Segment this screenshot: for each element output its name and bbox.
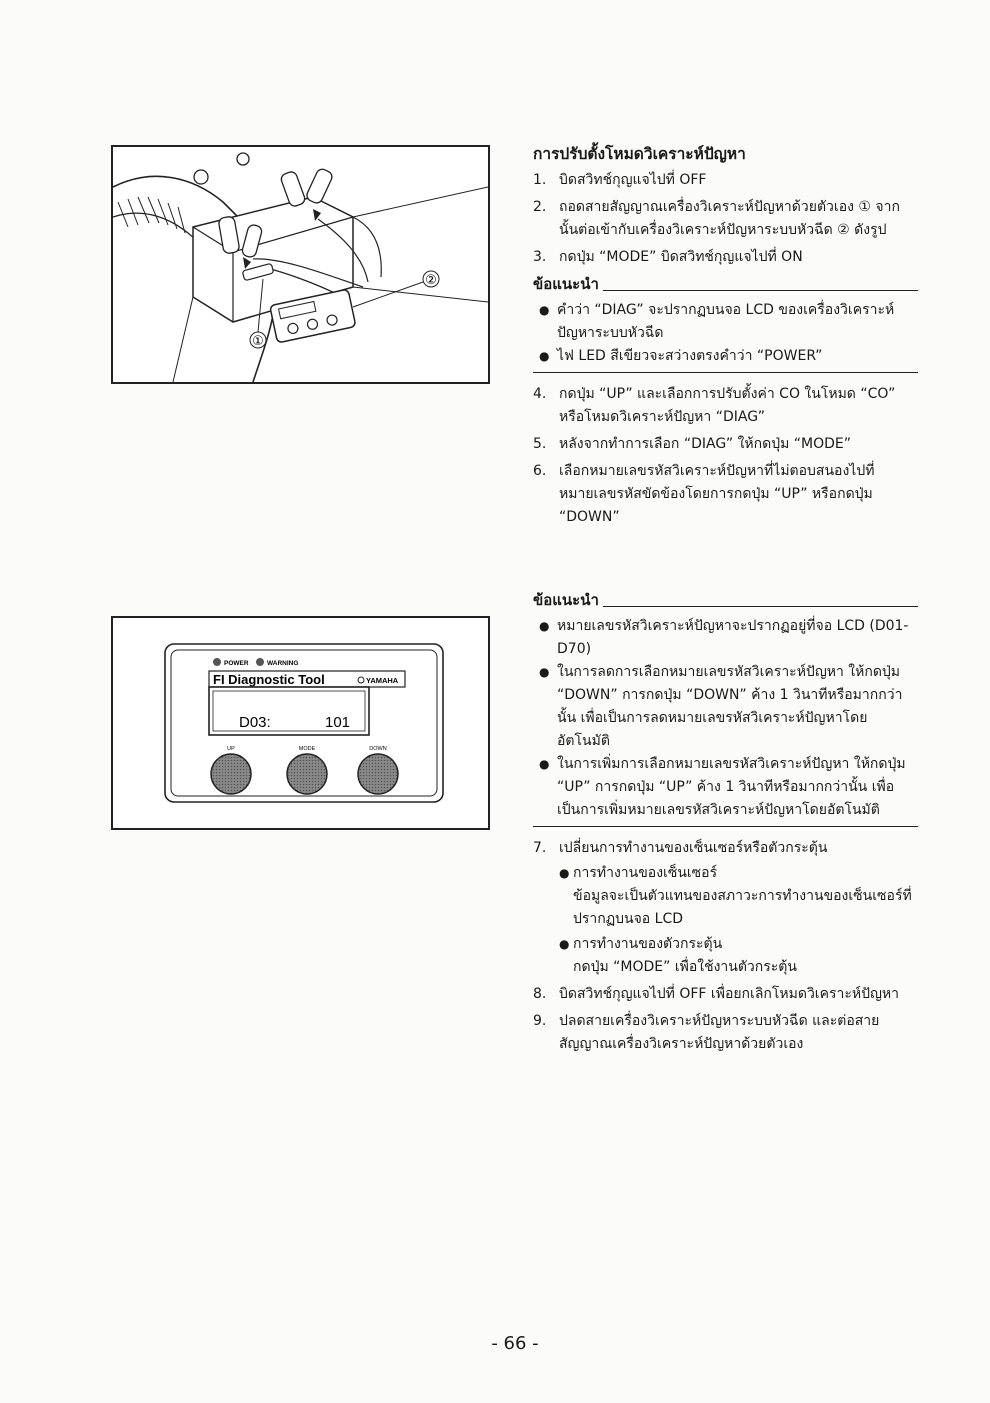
- step-text: เลือกหมายเลขรหัสวิเคราะห์ปัญหาที่ไม่ตอบสนองไปที่หมายเลขรหัสขัดข้องโดยการกดปุ่ม “UP” หรือกดปุ่ม “DOWN”: [559, 463, 875, 525]
- note-heading-text: ข้อแนะนำ: [533, 275, 599, 293]
- note-list-2: [533, 615, 918, 822]
- power-label: POWER: [224, 660, 249, 667]
- note-item: [539, 753, 918, 822]
- sub-item-desc: ข้อมูลจะเป็นตัวแทนของสภาวะการทำงานของเซ็นเซอร์ที่ปรากฏบนจอ LCD: [573, 888, 912, 927]
- note-item: [539, 615, 918, 661]
- sub-item-label: การทำงานของตัวกระตุ้น: [573, 936, 723, 952]
- step-text: บิดสวิทช์กุญแจไปที่ OFF เพื่อยกเลิกโหมดวิเคราะห์ปัญหา: [559, 986, 899, 1002]
- step-text: ปลดสายเครื่องวิเคราะห์ปัญหาระบบหัวฉีด และต่อสายสัญญาณเครื่องวิเคราะห์ปัญหาด้วยตัวเอง: [559, 1013, 880, 1052]
- steps-group-b: [533, 383, 918, 529]
- step-number: 1.: [533, 172, 547, 188]
- up-button[interactable]: [211, 754, 251, 794]
- engine-connection-illustration: [113, 147, 488, 382]
- lcd-value: 101: [325, 714, 351, 731]
- steps-group-c: [533, 983, 918, 1056]
- instruction-column: [533, 143, 918, 1060]
- down-label: DOWN: [369, 746, 387, 752]
- step-8: [533, 983, 918, 1006]
- down-button[interactable]: [358, 754, 398, 794]
- bullet-icon: ●: [559, 937, 570, 951]
- sub-list: [559, 862, 918, 885]
- step-text: ถอดสายสัญญาณเครื่องวิเคราะห์ปัญหาด้วยตัวเอง ① จากนั้นต่อเข้ากับเครื่องวิเคราะห์ปัญหาระบบหัวฉีด ② ดังรูป: [559, 199, 900, 238]
- bullet-icon: ●: [539, 665, 550, 679]
- warning-led-icon: [256, 658, 264, 666]
- step-number: 7.: [533, 840, 547, 856]
- sub-item: [559, 862, 918, 885]
- step-6: [533, 460, 918, 529]
- step-7: [533, 837, 918, 979]
- note-item: [539, 299, 918, 345]
- step-9: [533, 1010, 918, 1056]
- sub-item-desc: กดปุ่ม “MODE” เพื่อใช้งานตัวกระตุ้น: [573, 959, 797, 975]
- step-number: 2.: [533, 199, 547, 215]
- bullet-icon: ●: [539, 619, 550, 633]
- note-divider: [533, 826, 918, 827]
- note-item: [539, 661, 918, 753]
- bullet-icon: ●: [539, 303, 550, 317]
- steps-group-a: [533, 169, 918, 269]
- figure-diagnostic-connection: [111, 145, 490, 384]
- diagnostic-tool-illustration: [113, 618, 488, 828]
- step-number: 3.: [533, 249, 547, 265]
- bullet-icon: ●: [539, 757, 550, 771]
- step-number: 4.: [533, 386, 547, 402]
- note-divider: [533, 372, 918, 373]
- step-text: บิดสวิทช์กุญแจไปที่ OFF: [559, 172, 707, 188]
- note-list-1: [533, 299, 918, 368]
- note-text: หมายเลขรหัสวิเคราะห์ปัญหาจะปรากฏอยู่ที่จอ LCD (D01-D70): [557, 618, 909, 657]
- step-2: [533, 196, 918, 242]
- brand-label: YAMAHA: [366, 676, 399, 685]
- mode-button[interactable]: [287, 754, 327, 794]
- page-number: - 66 -: [491, 1333, 539, 1354]
- note-heading-2: [533, 589, 918, 612]
- warning-label: WARNING: [267, 660, 299, 667]
- step-3: [533, 246, 918, 269]
- tool-title: FI Diagnostic Tool: [213, 672, 325, 687]
- step-text: หลังจากทำการเลือก “DIAG” ให้กดปุ่ม “MODE”: [559, 436, 851, 452]
- step-4: [533, 383, 918, 429]
- sub-item: [559, 933, 918, 956]
- note-item: [539, 345, 918, 368]
- mode-label: MODE: [298, 746, 316, 752]
- note-text: ไฟ LED สีเขียวจะสว่างตรงคำว่า “POWER”: [557, 348, 823, 364]
- lcd-code: D03:: [239, 714, 271, 731]
- sub-list: [559, 933, 918, 956]
- note-text: คำว่า “DIAG” จะปรากฏบนจอ LCD ของเครื่องวิเคราะห์ปัญหาระบบหัวฉีด: [557, 302, 895, 341]
- note-text: ในการเพิ่มการเลือกหมายเลขรหัสวิเคราะห์ปัญหา ให้กดปุ่ม “UP” การกดปุ่ม “UP” ค้าง 1 วินาทีหรือมากกว่านั้น เพื่อเป็นการเพิ่มหมายเลขรหัสวิเคราะห์ปัญหาโดยอัตโนมัติ: [557, 756, 906, 818]
- step-number: 5.: [533, 436, 547, 452]
- step-number: 8.: [533, 986, 547, 1002]
- figure-diagnostic-tool-panel: [111, 616, 490, 830]
- bullet-icon: ●: [559, 866, 570, 880]
- step-number: 9.: [533, 1013, 547, 1029]
- note-heading-1: [533, 273, 918, 296]
- section-title: การปรับตั้งโหมดวิเคราะห์ปัญหา: [533, 145, 746, 163]
- step-number: 6.: [533, 463, 547, 479]
- step-text: กดปุ่ม “UP” และเลือกการปรับตั้งค่า CO ในโหมด “CO” หรือโหมดวิเคราะห์ปัญหา “DIAG”: [559, 386, 896, 425]
- note-text: ในการลดการเลือกหมายเลขรหัสวิเคราะห์ปัญหา ให้กดปุ่ม “DOWN” การกดปุ่ม “DOWN” ค้าง 1 วินาทีหรือมากกว่านั้น เพื่อเป็นการลดหมายเลขรหัสวิเคราะห์ปัญหาโดยอัตโนมัติ: [557, 664, 903, 749]
- up-label: UP: [227, 746, 235, 752]
- callout-1: ①: [252, 334, 264, 349]
- note-heading-text: ข้อแนะนำ: [533, 591, 599, 609]
- bullet-icon: ●: [539, 349, 550, 363]
- step-5: [533, 433, 918, 456]
- power-led-icon: [213, 658, 221, 666]
- step-text: กดปุ่ม “MODE” บิดสวิทช์กุญแจไปที่ ON: [559, 249, 803, 265]
- sub-item-label: การทำงานของเซ็นเซอร์: [573, 865, 718, 881]
- step-text: เปลี่ยนการทำงานของเซ็นเซอร์หรือตัวกระตุ้น: [559, 840, 828, 856]
- callout-2: ②: [425, 273, 437, 288]
- step-1: [533, 169, 918, 192]
